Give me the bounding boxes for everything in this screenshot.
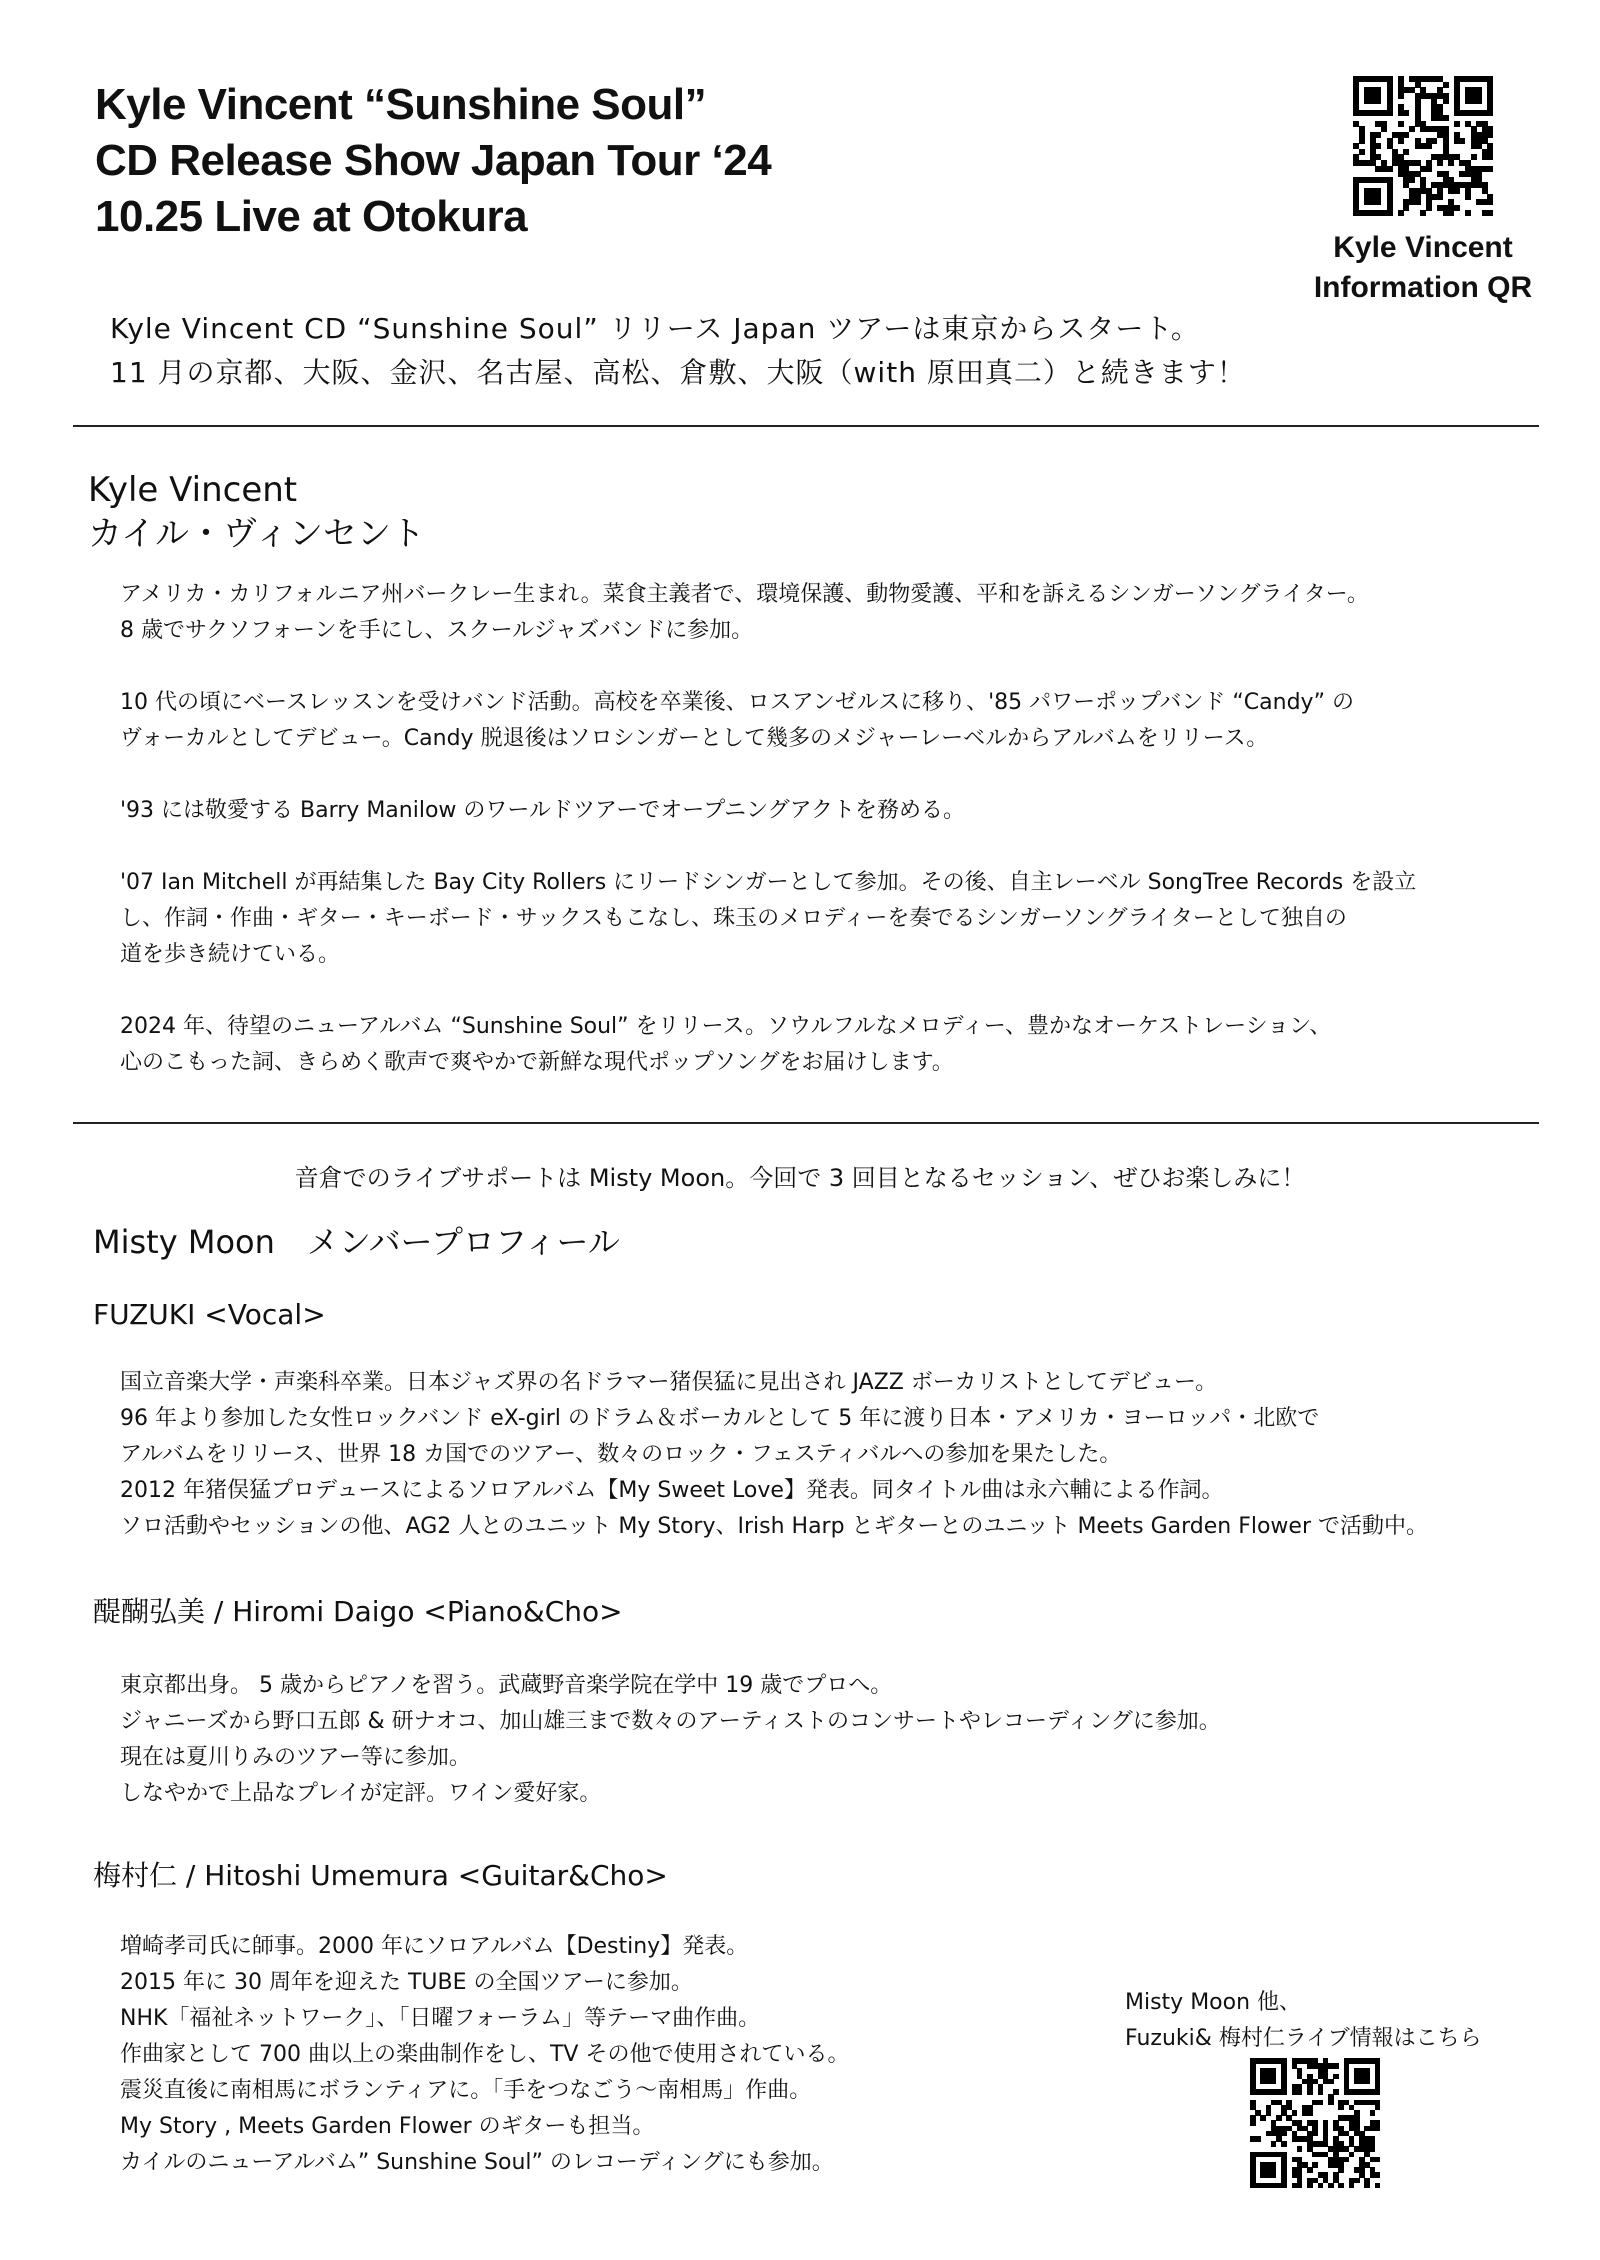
qr-module bbox=[1370, 2146, 1376, 2152]
qr-module bbox=[1426, 143, 1432, 149]
bio-line: ソロ活動やセッションの他、AG2 人とのユニット My Story、Irish Harp とギターとのユニット Meets Garden Flower で活動中。 bbox=[120, 1514, 1429, 1539]
qr-module bbox=[1437, 194, 1443, 200]
qr-module bbox=[1387, 210, 1393, 216]
qr-module bbox=[1403, 205, 1409, 211]
qr-module bbox=[1403, 149, 1409, 155]
qr-module bbox=[1443, 115, 1449, 121]
qr-module bbox=[1459, 138, 1465, 144]
qr-module bbox=[1338, 2105, 1344, 2111]
qr-module bbox=[1375, 2105, 1381, 2111]
qr-module bbox=[1375, 2183, 1381, 2189]
qr-module bbox=[1375, 2172, 1381, 2178]
qr-module bbox=[1333, 2089, 1339, 2095]
qr-module bbox=[1344, 2157, 1350, 2163]
intro-line: Kyle Vincent CD “Sunshine Soul” リリース Japan ツアーは東京からスタート。 bbox=[110, 312, 1200, 345]
qr-module bbox=[1250, 2120, 1256, 2126]
bio-line bbox=[120, 757, 1416, 793]
qr-module bbox=[1318, 2089, 1324, 2095]
bio-line bbox=[120, 829, 1416, 865]
bio-line: 10 代の頃にベースレッスンを受けバンド活動。高校を卒業後、ロスアンゼルスに移り、'85 パワーポップバンド “Candy” の bbox=[120, 690, 1354, 715]
qr-module bbox=[1375, 2089, 1381, 2095]
qr-module bbox=[1375, 2126, 1381, 2132]
qr-module bbox=[1465, 210, 1471, 216]
qr-module bbox=[1307, 2183, 1313, 2189]
qr-module bbox=[1487, 199, 1493, 205]
intro-line: 11 月の京都、大阪、金沢、名古屋、高松、倉敷、大阪（with 原田真二）と続きます！ bbox=[110, 356, 1246, 389]
qr-module bbox=[1292, 2110, 1298, 2116]
qr-module bbox=[1297, 2089, 1303, 2095]
qr-module bbox=[1426, 166, 1432, 172]
member-name-umemura: 梅村仁 / Hitoshi Umemura <Guitar&Cho> bbox=[93, 1859, 668, 1892]
divider bbox=[73, 425, 1539, 427]
qr-module bbox=[1471, 154, 1477, 160]
footer-qr-caption-line-1: Misty Moon 他、 bbox=[1125, 1990, 1302, 2015]
event-title bbox=[95, 77, 771, 245]
qr-module bbox=[1448, 160, 1454, 166]
bio-line: し、作詞・作曲・ギター・キーボード・サックスもこなし、珠玉のメロディーを奏でるシンガーソングライターとして独自の bbox=[120, 906, 1347, 931]
title-line-3: 10.25 Live at Otokura bbox=[95, 192, 528, 241]
member-bio-daigo bbox=[120, 1668, 1221, 1812]
bio-line bbox=[120, 649, 1416, 685]
qr-module bbox=[1281, 2089, 1287, 2095]
qr-module bbox=[1328, 2079, 1334, 2085]
bio-line: 道を歩き続けている。 bbox=[120, 942, 341, 967]
bio-line: 国立音楽大学・声楽科卒業。日本ジャズ界の名ドラマー猪俣猛に見出され JAZZ ボーカリストとしてデビュー。 bbox=[120, 1370, 1218, 1395]
qr-module bbox=[1271, 2141, 1277, 2147]
bio-line: 8 歳でサクソフォーンを手にし、スクールジャズバンドに参加。 bbox=[120, 618, 754, 643]
bio-line: 震災直後に南相馬にボランティアに。「手をつなごう～南相馬」作曲。 bbox=[120, 2078, 812, 2103]
bio-line: 心のこもった詞、きらめく歌声で爽やかで新鮮な現代ポップソングをお届けします。 bbox=[120, 1050, 954, 1075]
qr-module bbox=[1476, 98, 1482, 104]
qr-module bbox=[1465, 194, 1471, 200]
qr-module bbox=[1375, 143, 1381, 149]
bio-line: '93 には敬愛する Barry Manilow のワールドツアーでオープニングアクトを務める。 bbox=[120, 798, 965, 823]
support-announcement: 音倉でのライブサポートは Misty Moon。今回で 3 回目となるセッション、ぜひお楽しみに！ bbox=[294, 1164, 1306, 1192]
qr-module bbox=[1381, 126, 1387, 132]
bio-line: ジャニーズから野口五郎 & 研ナオコ、加山雄三まで数々のアーティストのコンサートやレコーディングに参加。 bbox=[120, 1709, 1221, 1734]
divider bbox=[73, 1122, 1539, 1124]
qr-module bbox=[1364, 2079, 1370, 2085]
qr-module bbox=[1307, 2167, 1313, 2173]
bio-line: ヴォーカルとしてデビュー。Candy 脱退後はソロシンガーとして幾多のメジャーレーベルからアルバムをリリース。 bbox=[120, 726, 1269, 751]
bio-line: しなやかで上品なプレイが定評。ワイン愛好家。 bbox=[120, 1781, 602, 1806]
qr-module bbox=[1318, 2100, 1324, 2106]
qr-module bbox=[1415, 199, 1421, 205]
qr-module bbox=[1364, 2183, 1370, 2189]
qr-module bbox=[1454, 205, 1460, 211]
bio-line: My Story , Meets Garden Flower のギターも担当。 bbox=[120, 2114, 655, 2139]
bio-line: 増崎孝司氏に師事。2000 年にソロアルバム【Destiny】発表。 bbox=[120, 1934, 749, 1959]
qr-module bbox=[1487, 166, 1493, 172]
qr-module bbox=[1312, 2131, 1318, 2137]
qr-module bbox=[1297, 2183, 1303, 2189]
footer-qr-caption-line-2: Fuzuki& 梅村仁ライブ情報はこちら bbox=[1125, 2026, 1482, 2051]
qr-module bbox=[1398, 210, 1404, 216]
qr-module bbox=[1375, 132, 1381, 138]
qr-module bbox=[1271, 2172, 1277, 2178]
qr-module bbox=[1370, 2110, 1376, 2116]
qr-module bbox=[1328, 2100, 1334, 2106]
qr-module bbox=[1359, 138, 1365, 144]
qr-module bbox=[1387, 166, 1393, 172]
bio-line: 作曲家として 700 曲以上の楽曲制作をし、TV その他で使用されている。 bbox=[120, 2042, 850, 2067]
qr-module bbox=[1487, 110, 1493, 116]
bio-line: 東京都出身。 5 歳からピアノを習う。武蔵野音楽学院在学中 19 歳でプロへ。 bbox=[120, 1673, 893, 1698]
qr-module bbox=[1359, 149, 1365, 155]
intro-text bbox=[110, 307, 1246, 395]
kyle-vincent-qr-code[interactable] bbox=[1353, 76, 1493, 216]
qr-module bbox=[1375, 199, 1381, 205]
qr-module bbox=[1443, 82, 1449, 88]
bio-line: '07 Ian Mitchell が再結集した Bay City Rollers にリードシンガーとして参加。その後、自主レーベル SongTree Records を設立 bbox=[120, 870, 1417, 895]
bio-line: NHK「福祉ネットワーク」、「日曜フォーラム」等テーマ曲作曲。 bbox=[120, 2006, 761, 2031]
qr-module bbox=[1328, 2183, 1334, 2189]
bio-line bbox=[120, 973, 1416, 1009]
title-line-2: CD Release Show Japan Tour ‘24 bbox=[95, 136, 772, 185]
artist-name: Kyle Vincent bbox=[88, 470, 298, 510]
qr-module bbox=[1333, 2074, 1339, 2080]
qr-module bbox=[1281, 2141, 1287, 2147]
qr-module bbox=[1409, 126, 1415, 132]
qr-module bbox=[1266, 2110, 1272, 2116]
artist-heading bbox=[88, 468, 425, 556]
bio-line: 現在は夏川りみのツアー等に参加。 bbox=[120, 1745, 471, 1770]
qr-module bbox=[1487, 132, 1493, 138]
qr-module bbox=[1398, 138, 1404, 144]
qr-module bbox=[1338, 2167, 1344, 2173]
bio-line: アメリカ・カリフォルニア州バークレー生まれ。菜食主義者で、環境保護、動物愛護、平和を訴えるシンガーソングライター。 bbox=[120, 582, 1369, 607]
qr-module bbox=[1387, 110, 1393, 116]
qr-module bbox=[1354, 2178, 1360, 2184]
qr-module bbox=[1403, 132, 1409, 138]
member-name-daigo: 醍醐弘美 / Hiromi Daigo <Piano&Cho> bbox=[93, 1595, 623, 1628]
qr-module bbox=[1271, 2079, 1277, 2085]
artist-name-kana: カイル・ヴィンセント bbox=[88, 514, 425, 554]
qr-caption-line-1: Kyle Vincent bbox=[1333, 231, 1513, 264]
artist-bio bbox=[120, 577, 1416, 1081]
qr-module bbox=[1255, 2136, 1261, 2142]
qr-module bbox=[1431, 138, 1437, 144]
qr-module bbox=[1281, 2131, 1287, 2137]
qr-module bbox=[1448, 210, 1454, 216]
bio-line: 2024 年、待望のニューアルバム “Sunshine Soul” をリリース。ソウルフルなメロディー、豊かなオーケストレーション、 bbox=[120, 1014, 1332, 1039]
qr-module bbox=[1318, 2183, 1324, 2189]
misty-moon-qr-code[interactable] bbox=[1250, 2058, 1380, 2188]
qr-module bbox=[1281, 2183, 1287, 2189]
qr-module bbox=[1487, 210, 1493, 216]
qr-module bbox=[1260, 2115, 1266, 2121]
bio-line: カイルのニューアルバム” Sunshine Soul” のレコーディングにも参加。 bbox=[120, 2150, 834, 2175]
qr-module bbox=[1443, 98, 1449, 104]
misty-moon-heading: Misty Moon メンバープロフィール bbox=[93, 1223, 620, 1261]
qr-module bbox=[1349, 2183, 1355, 2189]
qr-module bbox=[1409, 177, 1415, 183]
qr-module bbox=[1487, 154, 1493, 160]
qr-module bbox=[1312, 2162, 1318, 2168]
qr-module bbox=[1307, 2110, 1313, 2116]
qr-caption bbox=[1290, 228, 1556, 308]
qr-module bbox=[1297, 2146, 1303, 2152]
qr-module bbox=[1375, 98, 1381, 104]
member-bio-fuzuki bbox=[120, 1365, 1428, 1545]
title-line-1: Kyle Vincent “Sunshine Soul” bbox=[95, 80, 707, 129]
qr-module bbox=[1426, 205, 1432, 211]
qr-module bbox=[1398, 121, 1404, 127]
qr-module bbox=[1307, 2089, 1313, 2095]
bio-line: アルバムをリリース、世界 18 カ国でのツアー、数々のロック・フェスティバルへの参加を果たした。 bbox=[120, 1442, 1122, 1467]
qr-module bbox=[1437, 160, 1443, 166]
member-name-fuzuki: FUZUKI <Vocal> bbox=[93, 1298, 326, 1331]
qr-module bbox=[1454, 121, 1460, 127]
qr-module bbox=[1333, 2063, 1339, 2069]
qr-module bbox=[1349, 2152, 1355, 2158]
bio-line: 2012 年猪俣猛プロデュースによるソロアルバム【My Sweet Love】発表。同タイトル曲は永六輔による作詞。 bbox=[120, 1478, 1224, 1503]
qr-module bbox=[1338, 2183, 1344, 2189]
qr-module bbox=[1398, 93, 1404, 99]
qr-module bbox=[1375, 2157, 1381, 2163]
member-bio-umemura bbox=[120, 1929, 849, 2181]
bio-line: 2015 年に 30 周年を迎えた TUBE の全国ツアーに参加。 bbox=[120, 1970, 693, 1995]
footer-qr-caption bbox=[1125, 1985, 1482, 2057]
qr-module bbox=[1276, 2115, 1282, 2121]
qr-caption-line-2: Information QR bbox=[1313, 271, 1533, 304]
qr-module bbox=[1454, 188, 1460, 194]
qr-module bbox=[1403, 110, 1409, 116]
bio-line: 96 年より参加した女性ロックバンド eX-girl のドラム＆ボーカルとして 5 年に渡り日本・アメリカ・ヨーロッパ・北欧で bbox=[120, 1406, 1320, 1431]
qr-module bbox=[1420, 210, 1426, 216]
